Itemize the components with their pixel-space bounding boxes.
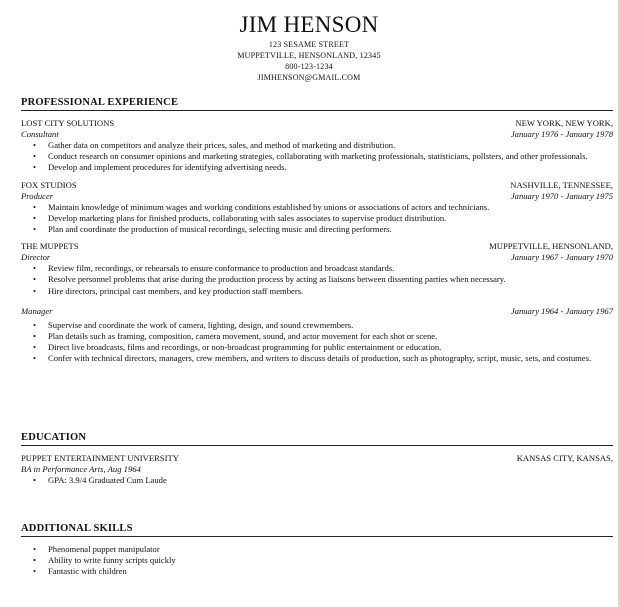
- list-item: • Plan details such as framing, composition, camera movement, sound, and actor movement for each shot or scene.: [47, 331, 613, 342]
- list-item: • Hire directors, principal cast members, and key production staff members.: [47, 286, 613, 297]
- job-role: Director: [21, 252, 51, 263]
- list-item: • Resolve personnel problems that arise during the production process by acting as liaisons between dissenting parties when necessary.: [47, 274, 613, 285]
- list-item: • Fantastic with children: [47, 566, 613, 577]
- job-dates: January 1976 - January 1978: [510, 129, 613, 139]
- job-role: Producer: [21, 190, 54, 201]
- job-entry: [21, 306, 613, 365]
- address-line-1: 123 SESAME STREET: [268, 40, 350, 49]
- phone-number: 800-123-1234: [285, 62, 333, 71]
- job-location: MUPPETVILLE, HENSONLAND,: [489, 241, 613, 252]
- job-org: THE MUPPETS: [21, 241, 79, 252]
- list-item: • Confer with technical directors, managers, crew members, and writers to discuss details of production, such as photography, script, music, sets, and costumes.: [47, 353, 613, 364]
- list-item: • GPA: 3.9/4 Graduated Cum Laude: [47, 475, 613, 486]
- candidate-name: JIM HENSON: [239, 12, 379, 37]
- list-item: • Gather data on competitors and analyze their prices, sales, and method of marketing and distribution.: [47, 140, 613, 151]
- job-bullets: [21, 320, 613, 365]
- job-dates: January 1970 - January 1975: [510, 190, 613, 201]
- list-item: • Supervise and coordinate the work of camera, lighting, design, and sound crewmembers.: [47, 320, 613, 331]
- job-entry: [21, 118, 613, 174]
- job-location: NEW YORK, NEW YORK,: [515, 118, 613, 128]
- list-item: • Review film, recordings, or rehearsals to ensure conformance to production and broadcast standards.: [47, 263, 613, 274]
- education-entry: [21, 453, 613, 486]
- school-name: PUPPET ENTERTAINMENT UNIVERSITY: [21, 453, 179, 463]
- resume-header: [0, 0, 618, 83]
- job-entry: [21, 180, 613, 236]
- job-bullets: [21, 140, 613, 174]
- job-dates: January 1964 - January 1967: [510, 305, 613, 316]
- list-item: • Direct live broadcasts, films and recordings, or non-broadcast programming for public entertainment or education.: [47, 342, 613, 353]
- email-address: JIMHENSON@GMAIL.COM: [257, 73, 361, 82]
- job-entry: [21, 241, 613, 297]
- list-item: • Maintain knowledge of minimum wages and working conditions established by unions or associations of actors and technicians.: [47, 202, 613, 213]
- job-org: LOST CITY SOLUTIONS: [21, 118, 115, 128]
- list-item: • Develop marketing plans for finished products, collaborating with sales associates to supervise product distribution.: [47, 213, 613, 224]
- degree: BA in Performance Arts, Aug 1964: [21, 464, 141, 474]
- job-dates: January 1967 - January 1970: [510, 252, 613, 263]
- skills-section: [21, 522, 613, 578]
- school-location: KANSAS CITY, KANSAS,: [516, 453, 613, 463]
- education-section: [21, 431, 613, 486]
- skills-bullets: [21, 544, 613, 578]
- experience-section: [21, 96, 613, 365]
- job-location: NASHVILLE, TENNESSEE,: [510, 179, 613, 190]
- list-item: • Plan and coordinate the production of musical recordings, selecting music and directing performers.: [47, 224, 613, 235]
- list-item: • Develop and implement procedures for identifying advertising needs.: [47, 162, 613, 173]
- education-section-title: EDUCATION: [21, 431, 613, 446]
- job-bullets: [21, 202, 613, 236]
- skills-section-title: ADDITIONAL SKILLS: [21, 522, 613, 537]
- education-bullets: [21, 475, 613, 486]
- job-role: Consultant: [21, 129, 59, 139]
- job-bullets: [21, 263, 613, 297]
- list-item: • Conduct research on consumer opinions and marketing strategies, collaborating with marketing professionals, statisticians, pollsters, and other professionals.: [47, 151, 613, 162]
- job-role: Manager: [21, 305, 53, 316]
- list-item: • Phenomenal puppet manipulator: [47, 544, 613, 555]
- address-line-2: MUPPETVILLE, HENSONLAND, 12345: [237, 51, 381, 60]
- experience-section-title: PROFESSIONAL EXPERIENCE: [21, 96, 613, 111]
- list-item: • Ability to write funny scripts quickly: [47, 555, 613, 566]
- job-org: FOX STUDIOS: [21, 179, 77, 190]
